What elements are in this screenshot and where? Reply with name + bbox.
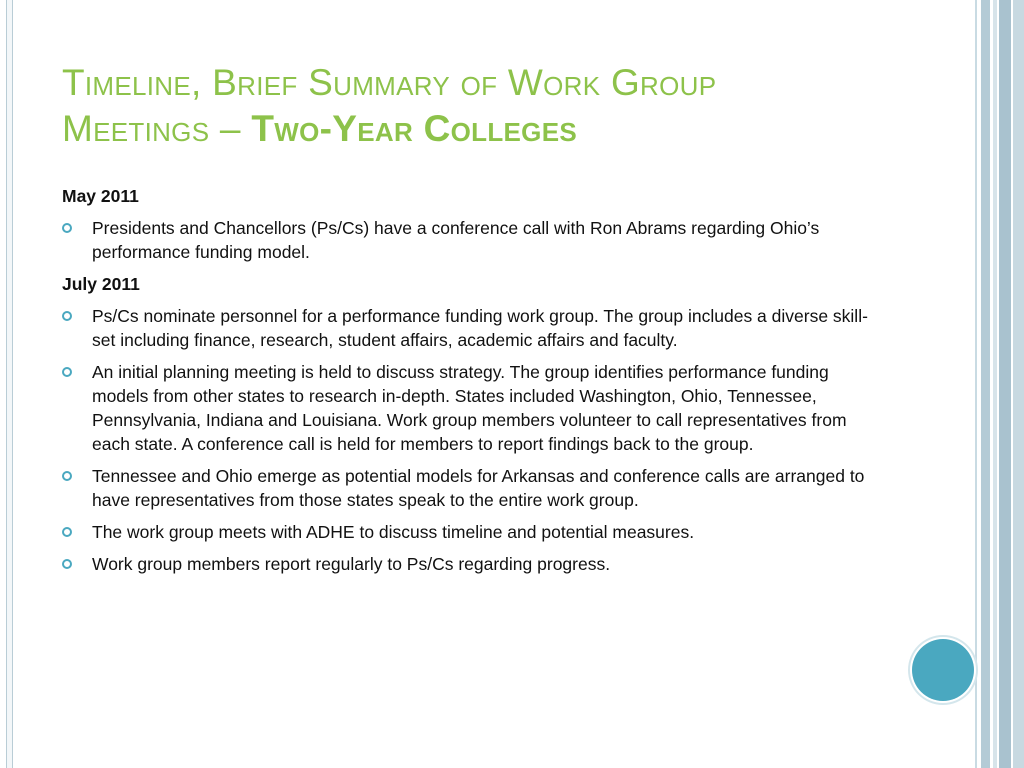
bullet-text: An initial planning meeting is held to discuss strategy. The group identifies performance funding models from other states to research in-depth. States included Washington, Ohio, Tennessee, Pennsylvania, Indiana and Louisiana. Work group members volunteer to call representatives from each state. A conference call is held for members to report findings back to the group. (92, 362, 847, 454)
bullet-text: The work group meets with ADHE to discuss timeline and potential measures. (92, 522, 695, 542)
section-heading-july-2011: July 2011 (62, 274, 140, 294)
right-decor-stripe (975, 0, 977, 768)
right-decor-stripe (1013, 0, 1024, 768)
bullet-icon (62, 223, 72, 233)
bullet-icon (62, 311, 72, 321)
slide-content (62, 184, 882, 584)
bullet-icon (62, 559, 72, 569)
title-line-2 (62, 106, 942, 152)
title-line-1: Timeline, Brief Summary of Work Group (62, 62, 717, 103)
bullet-icon (62, 471, 72, 481)
decorative-circle (912, 639, 974, 701)
bullet-icon (62, 527, 72, 537)
bullet-text: Presidents and Chancellors (Ps/Cs) have a conference call with Ron Abrams regarding Ohio’s performance funding model. (92, 218, 820, 262)
list-item (62, 520, 882, 544)
list-item (62, 304, 882, 352)
slide-title (62, 60, 942, 152)
list-item (62, 216, 882, 264)
list-item (62, 552, 882, 576)
right-decor-stripe (999, 0, 1011, 768)
list-item (62, 360, 882, 456)
right-decor-stripe (981, 0, 990, 768)
bullet-icon (62, 367, 72, 377)
title-line-2-regular: Meetings – (62, 108, 252, 149)
right-decor-stripe (993, 0, 997, 768)
section-heading-may-2011: May 2011 (62, 186, 139, 206)
bullet-text: Tennessee and Ohio emerge as potential models for Arkansas and conference calls are arranged to have representatives from those states speak to the entire work group. (92, 466, 865, 510)
title-line-2-bold: Two-Year Colleges (251, 108, 577, 149)
bullet-text: Ps/Cs nominate personnel for a performance funding work group. The group includes a diverse skill-set including finance, research, student affairs, academic affairs and faculty. (92, 306, 868, 350)
left-frame-border (6, 0, 13, 768)
bullet-text: Work group members report regularly to Ps/Cs regarding progress. (92, 554, 611, 574)
list-item (62, 464, 882, 512)
